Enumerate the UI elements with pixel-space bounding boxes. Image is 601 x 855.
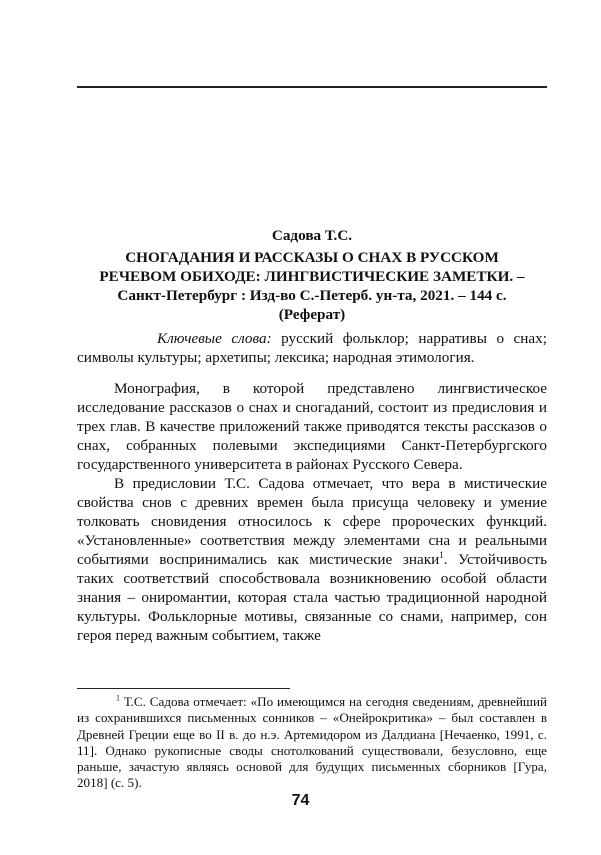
keywords (77, 329, 547, 367)
title-line: (Реферат) (278, 306, 346, 323)
footnote-reference[interactable]: 1 (439, 549, 444, 560)
author-name: Садова Т.С. (271, 227, 353, 244)
main-content (77, 226, 547, 645)
title-line: Санкт-Петербург : Изд-во С.-Петерб. ун-та, 2021. – 144 с. (117, 287, 507, 304)
top-rule (77, 86, 547, 88)
paragraph: Монография, в которой представлено лингвистическое исследование рассказов о снах и сногаданий, состоит из предисловия и трех глав. В качестве приложений также приводятся тексты рассказов о снах, собранных полевыми экспедициями Санкт-Петербургского государственного университета в районах Русского Севера. (77, 380, 547, 473)
keywords-text: русский фольклор; нарративы о снах; символы культуры; архетипы; лексика; народная этимология. (77, 330, 547, 366)
document-title (77, 248, 547, 324)
footnote-text: Т.С. Садова отмечает: «По имеющимся на сегодня сведениям, древнейший из сохранившихся письменных сонников – «Онейрокритика» – был составлен в Древней Греции еще во II в. до н.э. Артемидором из Далдиана [Нечаенко, 1991, с. 11]. Однако рукописные своды снотолкований существовали, безусловно, еще раньше, зачастую являясь основой для будущих письменных сборников [Гура, 2018] (с. 5). (77, 694, 547, 791)
title-line: СНОГАДАНИЯ И РАССКАЗЫ О СНАХ В РУССКОМ (125, 249, 499, 266)
title-line: РЕЧЕВОМ ОБИХОДЕ: ЛИНГВИСТИЧЕСКИЕ ЗАМЕТКИ. – (99, 268, 525, 285)
footnote-number: 1 (116, 693, 120, 703)
keywords-label: Ключевые слова: (157, 330, 272, 347)
footnote (77, 694, 547, 792)
page-number: 74 (291, 792, 310, 809)
paragraph (77, 474, 547, 645)
paragraph-text: В предисловии Т.С. Садова отмечает, что вера в мистические свойства снов с древних времен была присуща человеку и умение толковать сновидения относилось к сфере пророческих функций. «Установленные» соответствия между элементами сна и реальными событиями воспринимались как мистические знаки (77, 475, 547, 568)
paragraph-text: . Устойчивость таких соответствий способствовала возникновению особой области знания – ониромантии, которая стала частью традиционной народной культуры. Фольклорные мотивы, связанные со снами, например, сон героя перед важным событием, также (77, 551, 547, 644)
footnote-separator (77, 688, 290, 689)
